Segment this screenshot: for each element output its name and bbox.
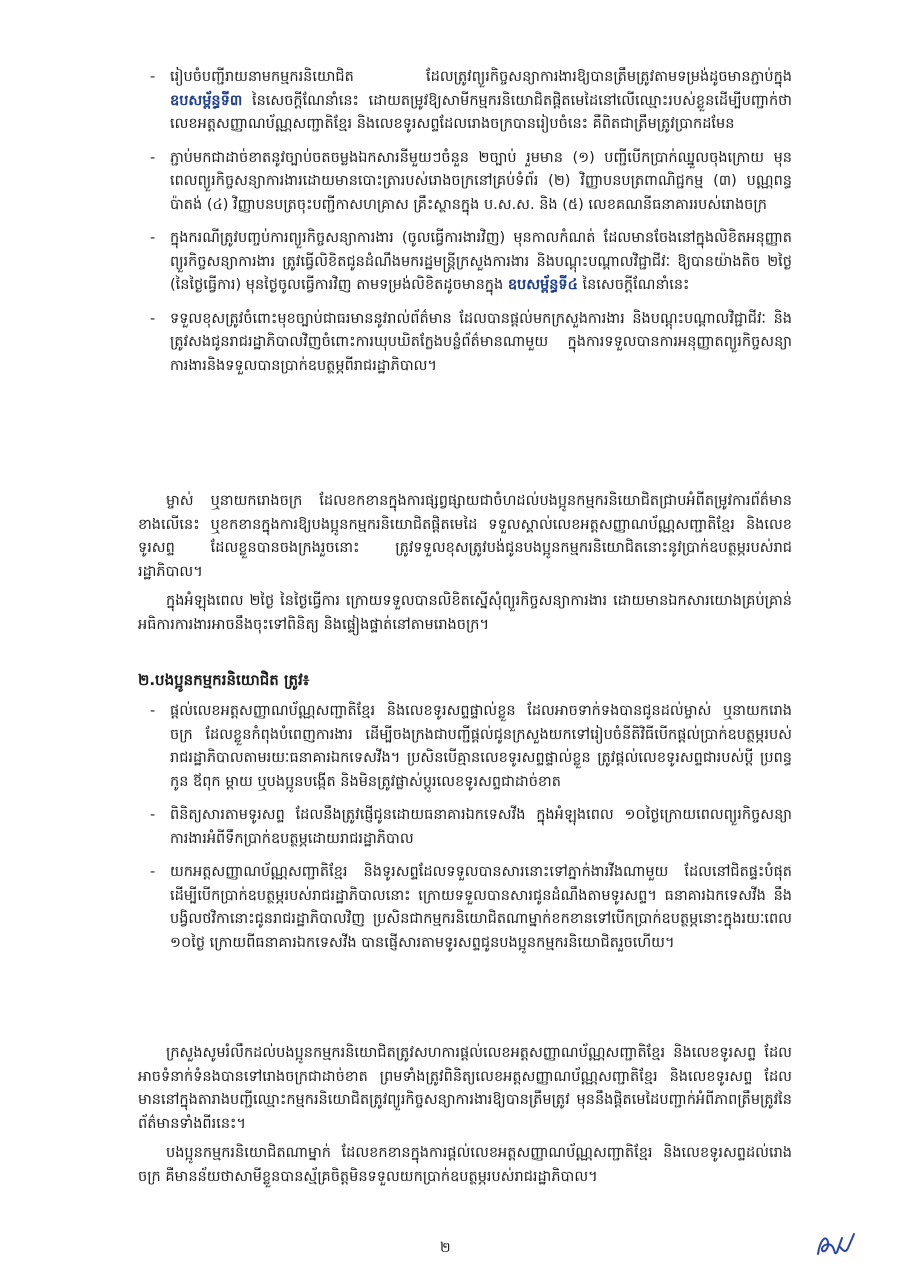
section-heading-workers: ២.បងប្អូនកម្មករនិយោជិត ត្រូវ៖ xyxy=(138,671,310,689)
bullet-item-1 xyxy=(150,66,792,137)
bullet-list-workers xyxy=(150,700,792,965)
paragraph-inspection: ក្នុងអំឡុងពេល ២ថ្ងៃ នៃថ្ងៃធ្វើការ ក្រោយទទួលបានលិខិតស្នើសុំព្យួរកិច្ចសន្យាការងារ ដោយមានឯកសារយោងគ្រប់គ្រាន់ អធិការការងារអាចនឹងចុះទៅពិនិត្យ និងផ្ទៀងផ្ទាត់នៅតាមរោងចក្រ។ xyxy=(138,593,792,633)
paragraphs-middle xyxy=(138,490,792,643)
bullet-text: ផ្តល់លេខអត្តសញ្ញាណប័ណ្ណសញ្ជាតិខ្មែរ និងលេខទូរសព្ទផ្ទាល់ខ្លួន ដែលអាចទាក់ទងបានជូនដល់ម្ចាស់ ឬនាយករោងចក្រ ដែលខ្លួនកំពុងបំពេញការងារ ដើម្បីចងក្រងជាបញ្ជីផ្តល់ជូនក្រសួងយកទៅរៀបចំនីតិវិធីបើកផ្តល់ប្រាក់ឧបត្ថម្ភរបស់រាជរដ្ឋាភិបាលតាមរយៈធនាគារឯកទេសវីង។ ប្រសិនបើគ្មានលេខទូរសព្ទផ្ទាល់ខ្លួន ត្រូវផ្តល់លេខទូរសព្ទជារបស់ប្តី ប្រពន្ធ កូន ឪពុក ម្តាយ ឬបងប្អូនបង្កើត និងមិនត្រូវផ្លាស់ប្តូរលេខទូរសព្ទជាដាច់ខាត xyxy=(170,703,792,790)
paragraph-worker-forfeit: បងប្អូនកម្មករនិយោជិតណាម្នាក់ ដែលខកខានក្នុងការផ្តល់លេខអត្តសញ្ញាណប័ណ្ណសញ្ជាតិខ្មែរ និងលេខទូរសព្ទដល់រោងចក្រ គឺមានន័យថាសាមីខ្លួនបានស្ម័គ្រចិត្តមិនទទួលយកប្រាក់ឧបត្ថម្ភរបស់រាជរដ្ឋាភិបាល។ xyxy=(138,1145,792,1185)
bullet-item-4 xyxy=(150,308,792,379)
worker-bullet-1 xyxy=(150,700,792,794)
worker-bullet-3 xyxy=(150,861,792,955)
bullet-text: យកអត្តសញ្ញាណប័ណ្ណសញ្ជាតិខ្មែរ និងទូរសព្ទដែលទទួលបានសារនោះទៅភ្នាក់ងារវីងណាមួយ ដែលនៅជិតផ្ទះបំផុត ដើម្បីបើកប្រាក់ឧបត្ថម្ភរបស់រាជរដ្ឋាភិបាលនោះ ក្រោយទទួលបានសារជូនដំណឹងតាមទូរសព្ទ។ ធនាគារឯកទេសវីង នឹងបង្វិលថវិកានោះជូនរាជរដ្ឋាភិបាលវិញ ប្រសិនជាកម្មករនិយោជិតណាម្នាក់ខកខានទៅបើកប្រាក់ឧបត្ថម្ភនោះក្នុងរយៈពេល ១០ថ្ងៃ ក្រោយពីធនាគារឯកទេសវីង បានផ្ញើសារតាមទូរសព្ទជូនបងប្អូនកម្មករនិយោជិតរួចហើយ។ xyxy=(170,864,792,951)
bullet-text: ទទួលខុសត្រូវចំពោះមុខច្បាប់ជាធរមាននូវរាល់ព័ត៌មាន ដែលបានផ្តល់មកក្រសួងការងារ និងបណ្តុះបណ្តាលវិជ្ជាជីវៈ និងត្រូវសងជូនរាជរដ្ឋាភិបាលវិញចំពោះការឃុបឃិតក្លែងបន្លំព័ត៌មានណាមួយ ក្នុងការទទួលបានការអនុញ្ញាតព្យួរកិច្ចសន្យាការងារនិងទទួលបានប្រាក់ឧបត្ថម្ភពីរាជរដ្ឋាភិបាល។ xyxy=(170,310,792,374)
paragraphs-end xyxy=(138,1042,792,1195)
bullet-text-cont: នៃសេចក្តីណែនាំនេះ ដោយតម្រូវឱ្យសាមីកម្មករនិយោជិតផ្តិតមេដៃនៅលើឈ្មោះរបស់ខ្លួនដើម្បីបញ្ជាក់ថា លេខអត្តសញ្ញាណប័ណ្ណសញ្ជាតិខ្មែរ និងលេខទូរសព្ទដែលរោងចក្របានរៀបចំនេះ គឺពិតជាត្រឹមត្រូវប្រាកដមែន xyxy=(170,92,792,132)
bullet-item-2 xyxy=(150,147,792,218)
annex-reference: ឧបសម្ព័ន្ធទី៤ xyxy=(507,277,578,293)
bullet-dash: - xyxy=(150,703,156,719)
bullet-dash: - xyxy=(150,69,156,85)
bullet-dash: - xyxy=(150,807,156,823)
bullet-dash: - xyxy=(150,864,156,880)
bullet-text-cont: នៃសេចក្តីណែនាំនេះ xyxy=(577,277,690,293)
bullet-list-top xyxy=(150,66,792,388)
bullet-dash: - xyxy=(150,149,156,166)
bullet-text: រៀបចំបញ្ជីរាយនាមកម្មករនិយោជិត ដែលត្រូវព្យួរកិច្ចសន្យាការងារឱ្យបានត្រឹមត្រូវតាមទម្រង់ដូចមានភ្ជាប់ក្នុង xyxy=(170,69,792,85)
bullet-text: ពិនិត្យសារតាមទូរសព្ទ ដែលនឹងត្រូវផ្ញើជូនដោយធនាគារឯកទេសវីង ក្នុងអំឡុងពេល ១០ថ្ងៃក្រោយពេលព្យួរកិច្ចសន្យាការងារអំពីទឹកប្រាក់ឧបត្ថម្ភដោយរាជរដ្ឋាភិបាល xyxy=(170,807,792,847)
paragraph-owner-responsibility: ម្ចាស់ ឬនាយករោងចក្រ ដែលខកខានក្នុងការផ្សព្វផ្សាយជាចំហដល់បងប្អូនកម្មករនិយោជិតជ្រាបអំពីតម្រូវការព័ត៌មានខាងលើនេះ ឬខកខានក្នុងការឱ្យបងប្អូនកម្មករនិយោជិតផ្តិតមេដៃ ទទួលស្គាល់លេខអត្តសញ្ញាណប័ណ្ណសញ្ជាតិខ្មែរ និងលេខទូរសព្ទ ដែលខ្លួនបានចងក្រងរួចនោះ ត្រូវទទួលខុសត្រូវបង់ជូនបងប្អូនកម្មករនិយោជិតនោះនូវប្រាក់ឧបត្ថម្ភរបស់រាជរដ្ឋាភិបាល។ xyxy=(138,493,792,580)
bullet-text: ភ្ជាប់មកជាដាច់ខាតនូវច្បាប់ចតចម្លងឯកសារនីមួយៗចំនួន ២ច្បាប់ រួមមាន (១) បញ្ជីបើកប្រាក់ឈ្នួលចុងក្រោយ មុនពេលព្យួរកិច្ចសន្យាការងារដោយមានបោះត្រារបស់រោងចក្រនៅគ្រប់ទំព័រ (២) វិញ្ញាបនបត្រពាណិជ្ជកម្ម (៣) បណ្ណពន្ធប៉ាតង់ (៤) វិញ្ញាបនបត្រចុះបញ្ជីកាសហគ្រាស គ្រឹះស្ថានក្នុង ប.ស.ស. និង (៥) លេខគណនីធនាគាររបស់រោងចក្រ xyxy=(170,149,792,213)
bullet-dash: - xyxy=(150,230,156,246)
page-number: ២ xyxy=(440,1240,451,1256)
bullet-dash: - xyxy=(150,310,156,327)
worker-bullet-2 xyxy=(150,804,792,851)
signature-icon xyxy=(812,1228,858,1262)
bullet-item-3 xyxy=(150,227,792,298)
annex-reference: ឧបសម្ព័ន្ធទី៣ xyxy=(170,92,243,109)
bullet-text: ក្នុងករណីត្រូវបញ្ចប់ការព្យួរកិច្ចសន្យាការងារ (ចូលធ្វើការងារវិញ) មុនកាលកំណត់ ដែលមានចែងនៅក្នុងលិខិតអនុញ្ញាតព្យួរកិច្ចសន្យាការងារ ត្រូវធ្វើលិខិតជូនដំណឹងមករដ្ឋមន្ត្រីក្រសួងការងារ និងបណ្តុះបណ្តាលវិជ្ជាជីវៈ ឱ្យបានយ៉ាងតិច ២ថ្ងៃ (នៃថ្ងៃធ្វើការ) មុនថ្ងៃចូលធ្វើការវិញ តាមទម្រង់លិខិតដូចមានក្នុង xyxy=(170,230,792,293)
paragraph-ministry-reminder: ក្រសួងសូមរំលឹកដល់បងប្អូនកម្មករនិយោជិតត្រូវសហការផ្តល់លេខអត្តសញ្ញាណប័ណ្ណសញ្ជាតិខ្មែរ និងលេខទូរសព្ទ ដែលអាចទំនាក់ទំនងបានទៅរោងចក្រជាដាច់ខាត ព្រមទាំងត្រូវពិនិត្យលេខអត្តសញ្ញាណប័ណ្ណសញ្ជាតិខ្មែរ និងលេខទូរសព្ទ ដែលមាននៅក្នុងតារាងបញ្ជីឈ្មោះកម្មករនិយោជិតត្រូវព្យួរកិច្ចសន្យាការងារឱ្យបានត្រឹមត្រូវ មុននឹងផ្តិតមេដៃបញ្ជាក់អំពីភាពត្រឹមត្រូវនៃព័ត៌មានទាំងពីរនេះ។ xyxy=(138,1045,792,1132)
